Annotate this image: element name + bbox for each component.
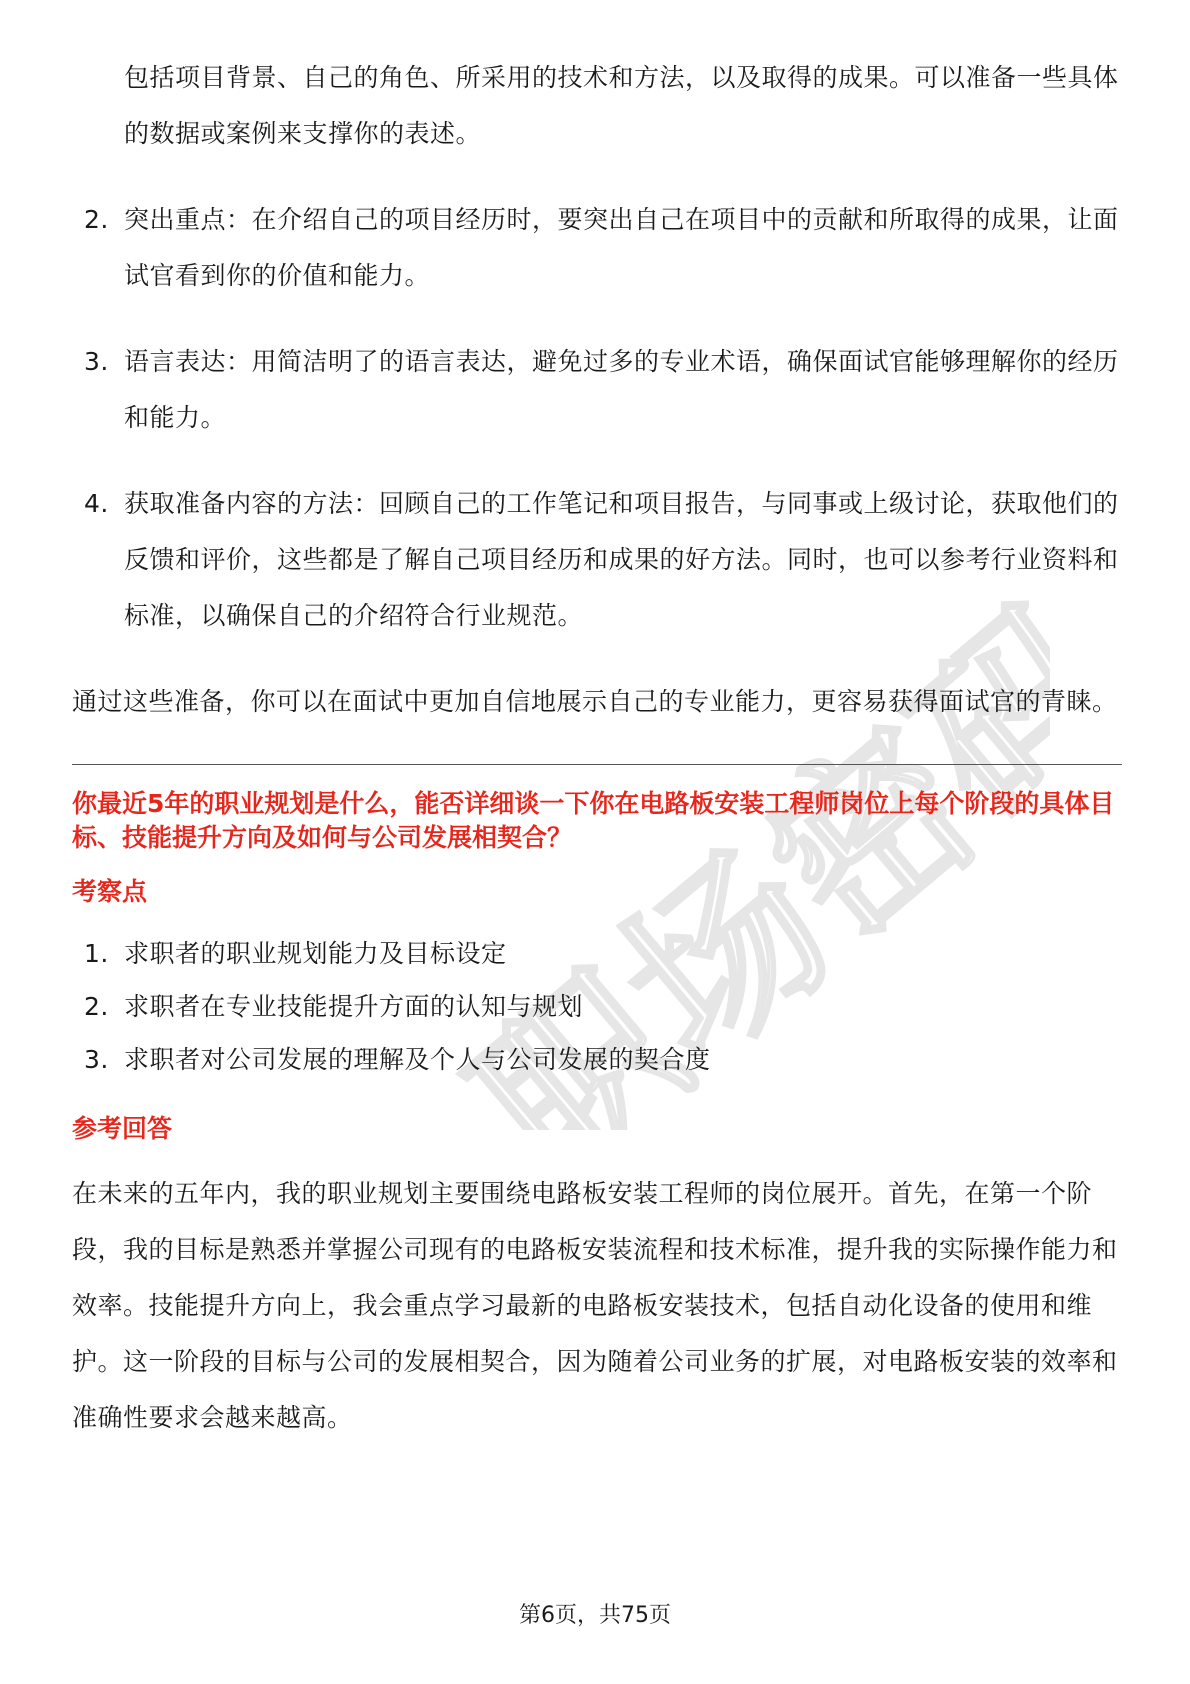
list-text: 求职者对公司发展的理解及个人与公司发展的契合度 [124, 1045, 711, 1074]
focus-list [72, 927, 1122, 1086]
intro-continuation: 包括项目背景、自己的角色、所采用的技术和方法，以及取得的成果。可以准备一些具体的数据或案例来支撑你的表述。 [124, 63, 1119, 148]
watermark-text: 职场密码 [437, 566, 1050, 1130]
tips-list [72, 192, 1122, 644]
list-text: 求职者的职业规划能力及目标设定 [124, 939, 507, 968]
list-number: 2. [84, 205, 109, 234]
list-number: 4. [84, 489, 109, 518]
list-item [72, 192, 1122, 304]
list-item [72, 980, 1122, 1033]
list-text: 获取准备内容的方法：回顾自己的工作笔记和项目报告，与同事或上级讨论，获取他们的反馈和评价，这些都是了解自己项目经历和成果的好方法。同时，也可以参考行业资料和标准，以确保自己的介绍符合行业规范。 [124, 489, 1119, 630]
page-footer: 第6页，共75页 [519, 1603, 671, 1628]
list-text: 语言表达：用简洁明了的语言表达，避免过多的专业术语，确保面试官能够理解你的经历和能力。 [124, 347, 1119, 432]
list-number: 3. [84, 347, 109, 376]
list-text: 突出重点：在介绍自己的项目经历时，要突出自己在项目中的贡献和所取得的成果，让面试官看到你的价值和能力。 [124, 205, 1119, 290]
list-number: 2. [84, 992, 109, 1021]
list-number: 3. [84, 1045, 109, 1074]
list-item [72, 1033, 1122, 1086]
focus-heading: 考察点 [72, 877, 148, 906]
answer-heading: 参考回答 [72, 1114, 173, 1143]
list-text: 求职者在专业技能提升方面的认知与规划 [124, 992, 584, 1021]
content [72, 50, 1122, 1446]
list-item [72, 476, 1122, 644]
question-title: 你最近5年的职业规划是什么，能否详细谈一下你在电路板安装工程师岗位上每个阶段的具体目标、技能提升方向及如何与公司发展相契合？ [72, 789, 1115, 852]
answer-text: 在未来的五年内，我的职业规划主要围绕电路板安装工程师的岗位展开。首先，在第一个阶段，我的目标是熟悉并掌握公司现有的电路板安装流程和技术标准，提升我的实际操作能力和效率。技能提升方向上，我会重点学习最新的电路板安装技术，包括自动化设备的使用和维护。这一阶段的目标与公司的发展相契合，因为随着公司业务的扩展，对电路板安装的效率和准确性要求会越来越高。 [72, 1179, 1118, 1432]
list-item [72, 927, 1122, 980]
section-divider [72, 764, 1122, 765]
list-item [72, 334, 1122, 446]
intro-conclusion: 通过这些准备，你可以在面试中更加自信地展示自己的专业能力，更容易获得面试官的青睐。 [72, 687, 1118, 716]
list-number: 1. [84, 939, 109, 968]
